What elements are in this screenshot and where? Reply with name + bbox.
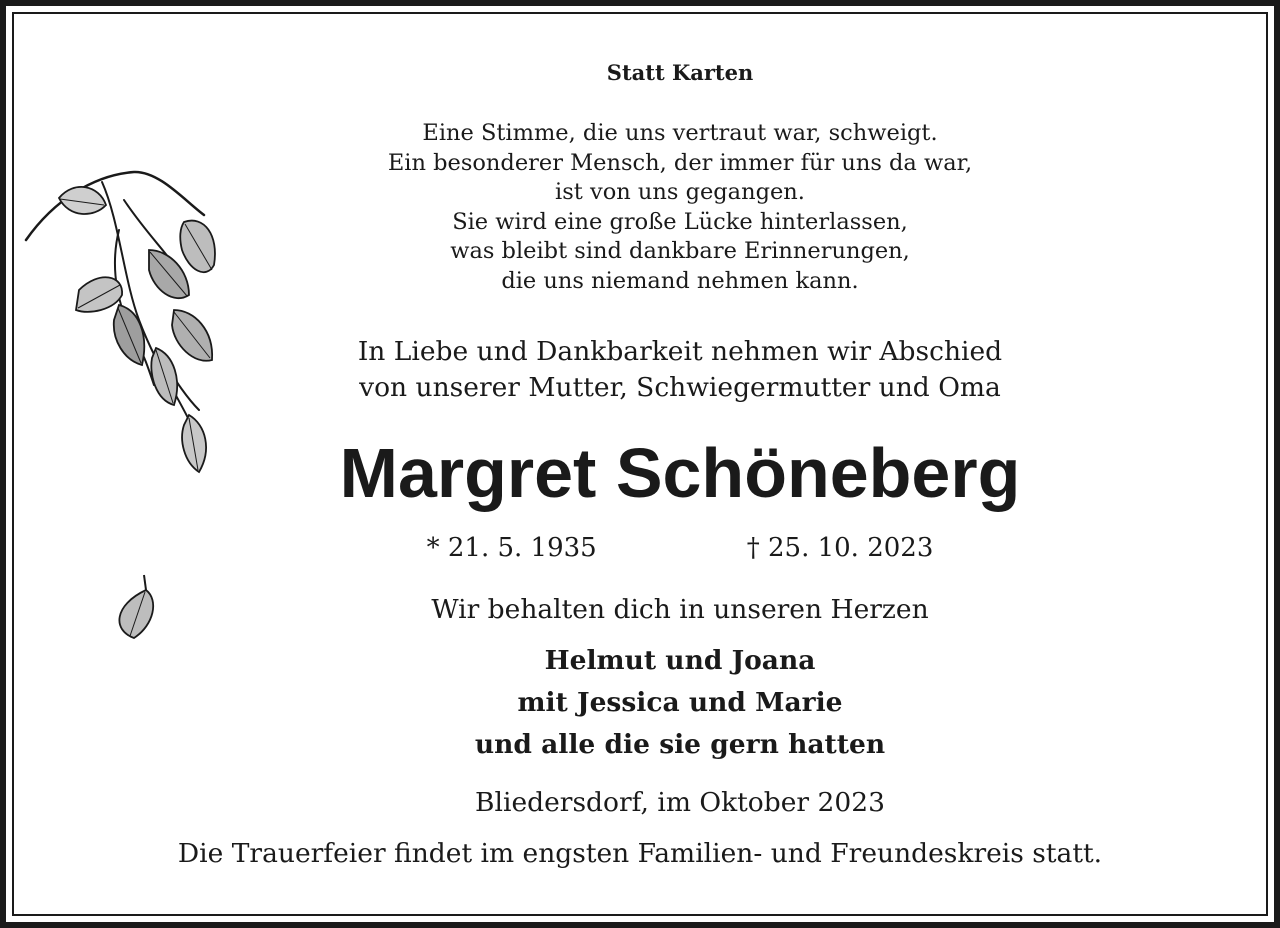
mourner-line: mit Jessica und Marie: [517, 687, 843, 718]
memorial-poem: [0, 119, 1280, 296]
birth-date: * 21. 5. 1935: [426, 533, 597, 563]
poem-line: Eine Stimme, die uns vertraut war, schweigt.: [422, 120, 938, 146]
mourner-line: Helmut und Joana: [544, 645, 816, 676]
deceased-name: Margret Schöneberg: [339, 434, 1021, 512]
intro-line: von unserer Mutter, Schwiegermutter und Oma: [359, 372, 1001, 403]
death-date: † 25. 10. 2023: [746, 533, 934, 563]
intro-line: In Liebe und Dankbarkeit nehmen wir Abschied: [357, 336, 1003, 367]
statt-karten-heading: Statt Karten: [606, 60, 754, 85]
poem-line: was bleibt sind dankbare Erinnerungen,: [450, 238, 910, 264]
poem-line: Ein besonderer Mensch, der immer für uns da war,: [387, 149, 973, 176]
mourners-list: [0, 640, 1280, 766]
poem-line: ist von uns gegangen.: [555, 179, 805, 205]
life-dates: [0, 531, 1280, 565]
farewell-line: Wir behalten dich in unseren Herzen: [431, 594, 929, 625]
poem-line: die uns niemand nehmen kann.: [501, 267, 859, 294]
mourner-line: und alle die sie gern hatten: [474, 729, 886, 760]
poem-line: Sie wird eine große Lücke hinterlassen,: [452, 208, 908, 235]
service-note: Die Trauerfeier findet im engsten Familien- und Freundeskreis statt.: [177, 838, 1103, 869]
farewell-intro: [0, 334, 1280, 406]
place-and-date: Bliedersdorf, im Oktober 2023: [475, 787, 885, 818]
